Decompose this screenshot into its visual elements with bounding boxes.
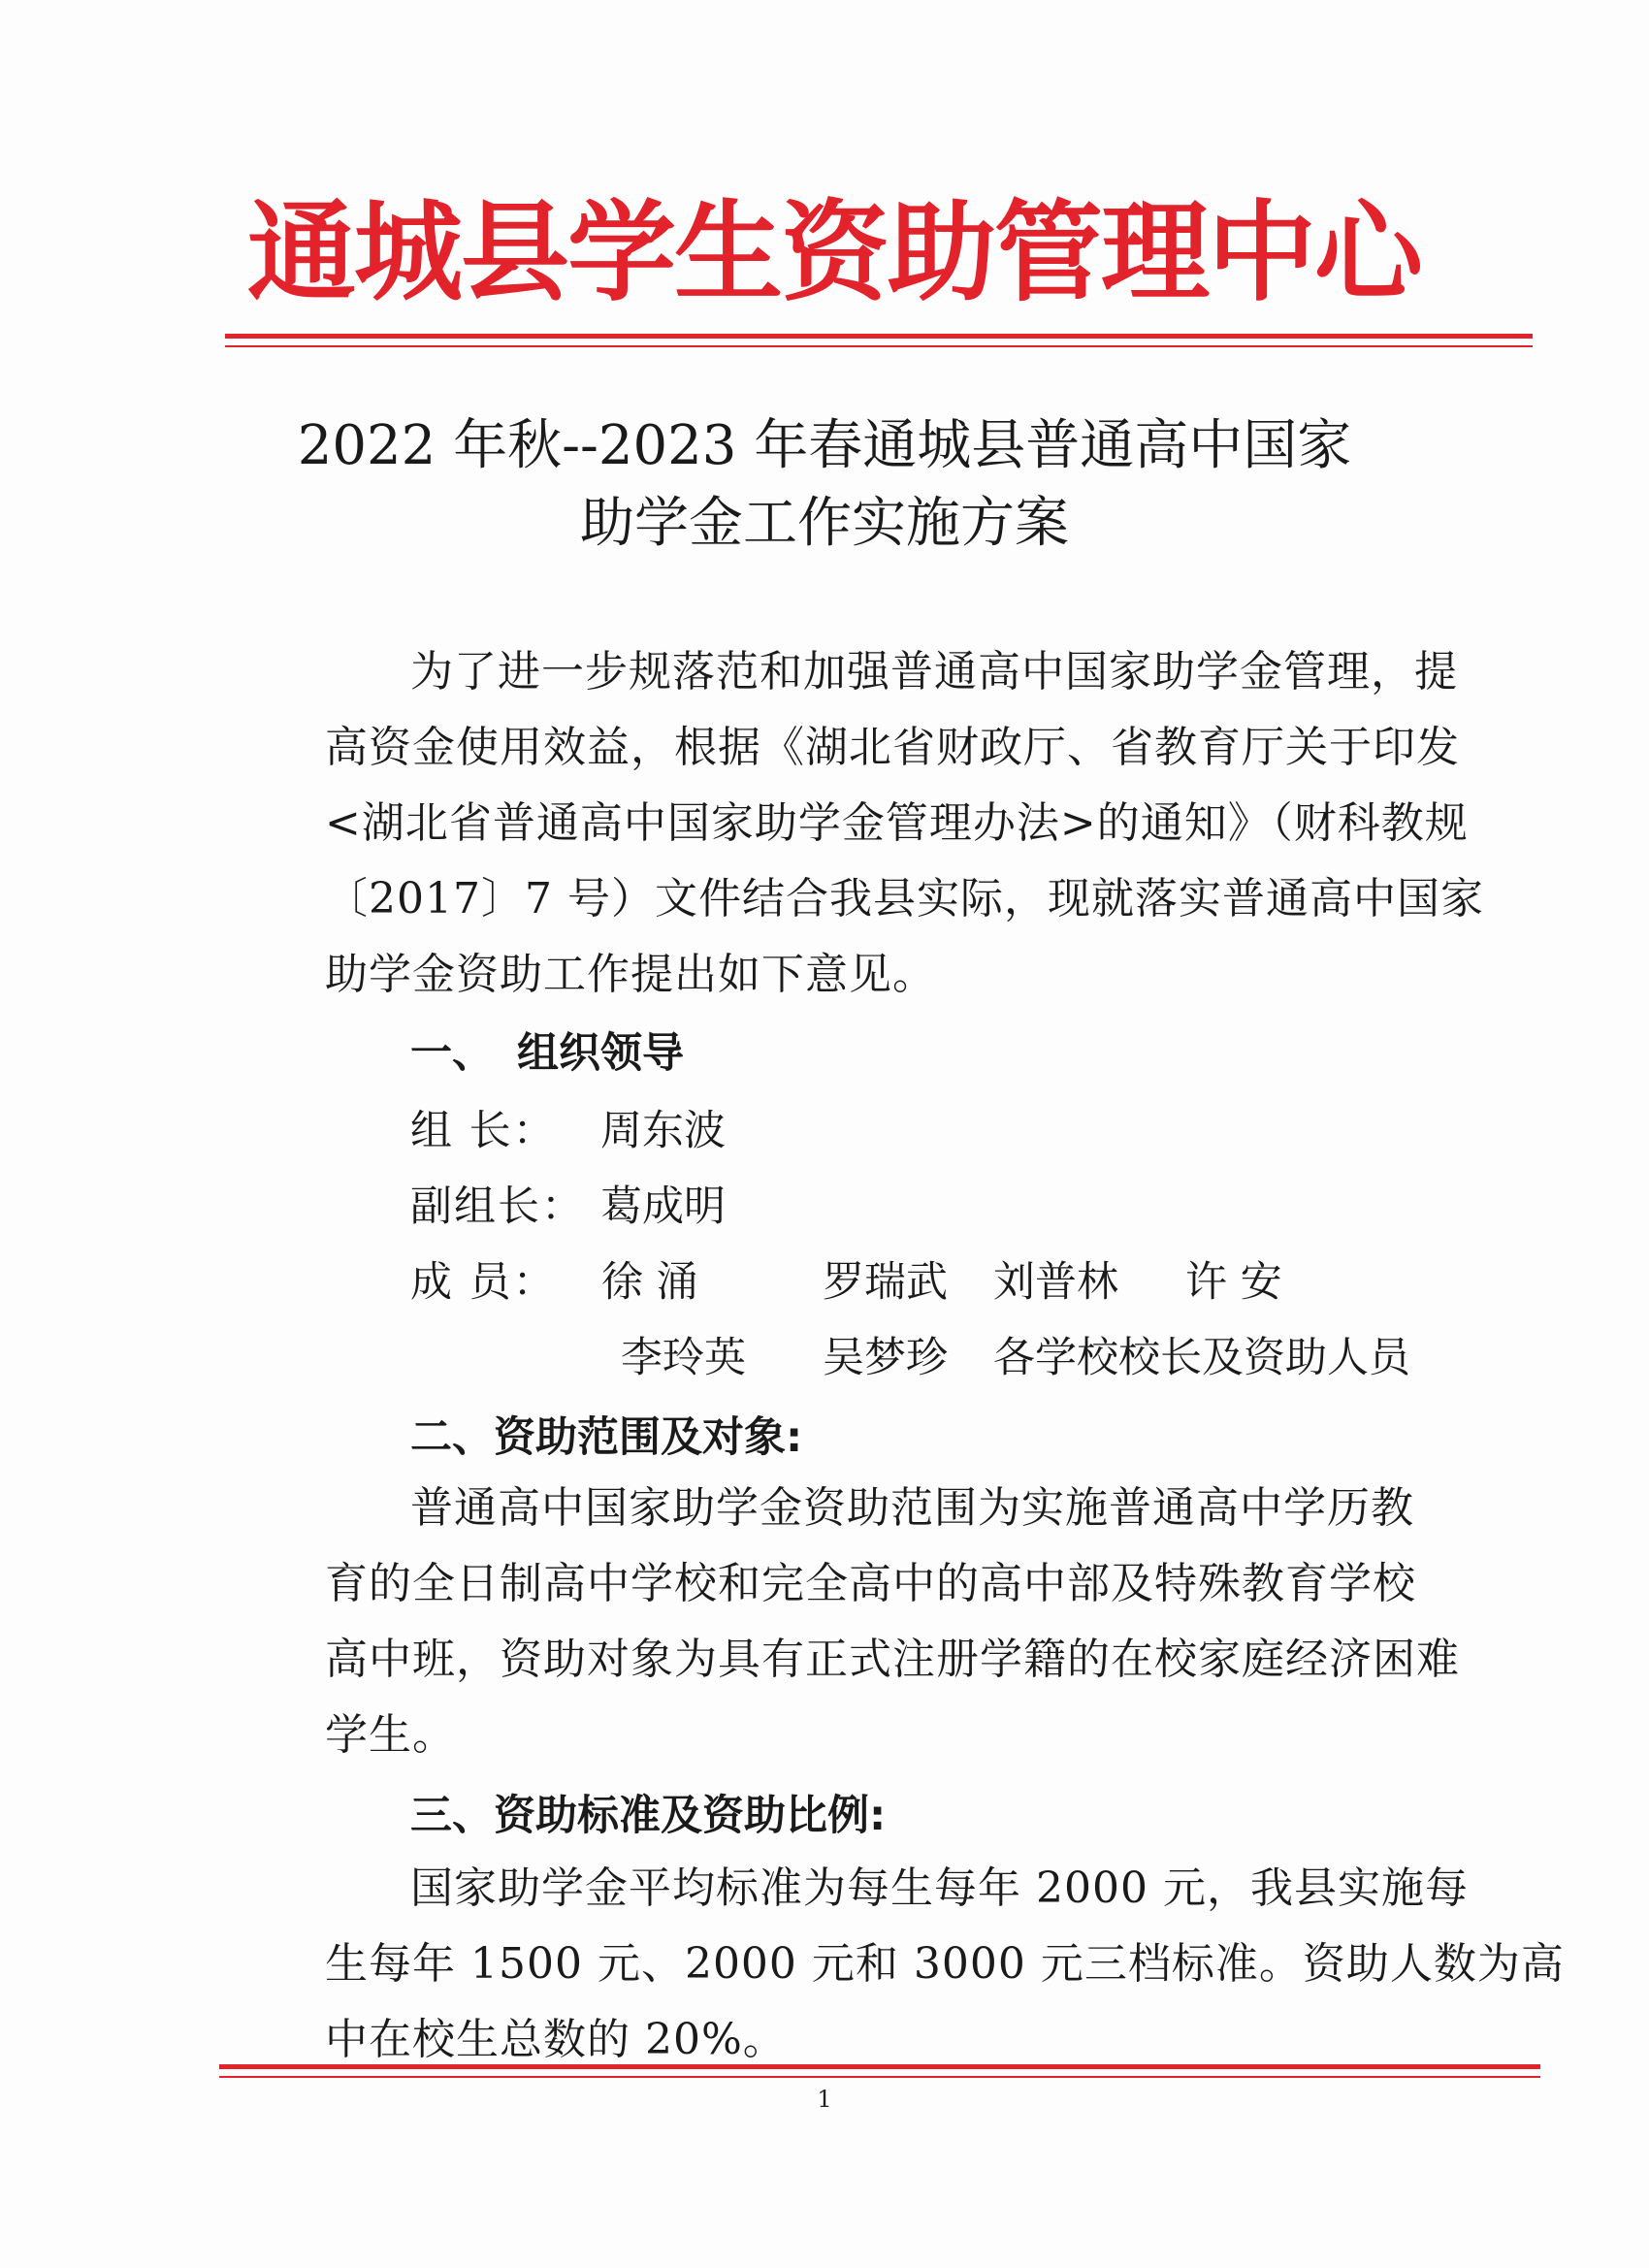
section3-line: 中在校生总数的 20%。 [325,2015,787,2064]
section2-line: 普通高中国家助学金资助范围为实施普通高中学历教 [410,1483,1414,1533]
footer-rule-thick [219,2064,1540,2069]
letterhead-title: 通城县学生资助管理中心 [247,190,1421,316]
page-number: 1 [817,2086,832,2113]
members-label: 成 员： [410,1258,557,1307]
section2-line: 高中班，资助对象为具有正式注册学籍的在校家庭经济困难 [325,1635,1460,1684]
member-name: 许 安 [1185,1258,1282,1307]
section2-paragraph [325,1471,1460,1773]
section3-heading: 三、资助标准及资助比例: [410,1792,887,1840]
member-name: 李玲英 [621,1334,746,1382]
document-title-line2: 助学金工作实施方案 [580,492,1069,555]
deputy-label: 副组长： [410,1183,585,1231]
deputy-row [410,1178,726,1236]
intro-line: <湖北省普通高中国家助学金管理办法>的通知》（财科教规 [325,798,1469,848]
leader-label: 组 长： [410,1107,557,1155]
intro-line: 助学金资助工作提出如下意见。 [325,950,936,999]
section2-line: 学生。 [325,1710,456,1760]
section2-heading: 二、资助范围及对象: [410,1413,803,1462]
leader-row [410,1102,726,1160]
intro-line: 〔2017〕7 号）文件结合我县实际，现就落实普通高中国家 [325,874,1484,923]
leader-name: 周东波 [600,1107,726,1155]
intro-line: 高资金使用效益，根据《湖北省财政厅、省教育厅关于印发 [325,723,1460,772]
deputy-name: 葛成明 [600,1183,726,1231]
section1-title: 组织领导 [517,1029,684,1078]
member-name: 吴梦珍 [823,1334,948,1382]
section3-line: 国家助学金平均标准为每生每年 2000 元，我县实施每 [410,1863,1469,1913]
section3-paragraph [325,1851,1565,2078]
document-title [291,407,1358,563]
member-name: 刘普林 [993,1258,1118,1307]
section2-line: 育的全日制高中学校和完全高中的高中部及特殊教育学校 [325,1559,1416,1608]
members-row [410,1253,600,1312]
section1-heading [410,1024,684,1083]
header-rule-thick [225,334,1533,339]
intro-line: 为了进一步规落范和加强普通高中国家助学金管理，提 [410,647,1458,697]
document-title-line1: 2022 年秋--2023 年春通城县普通高中国家 [297,414,1352,477]
section1-number: 一、 [410,1029,494,1078]
member-name: 徐 涌 [601,1258,698,1307]
member-name: 各学校校长及资助人员 [993,1334,1410,1382]
intro-paragraph [325,634,1484,1013]
header-rule-thin [225,345,1533,347]
member-name: 罗瑞武 [823,1258,948,1307]
footer-rule-thin [219,2076,1540,2078]
section3-line: 生每年 1500 元、2000 元和 3000 元三档标准。资助人数为高 [325,1939,1565,1989]
